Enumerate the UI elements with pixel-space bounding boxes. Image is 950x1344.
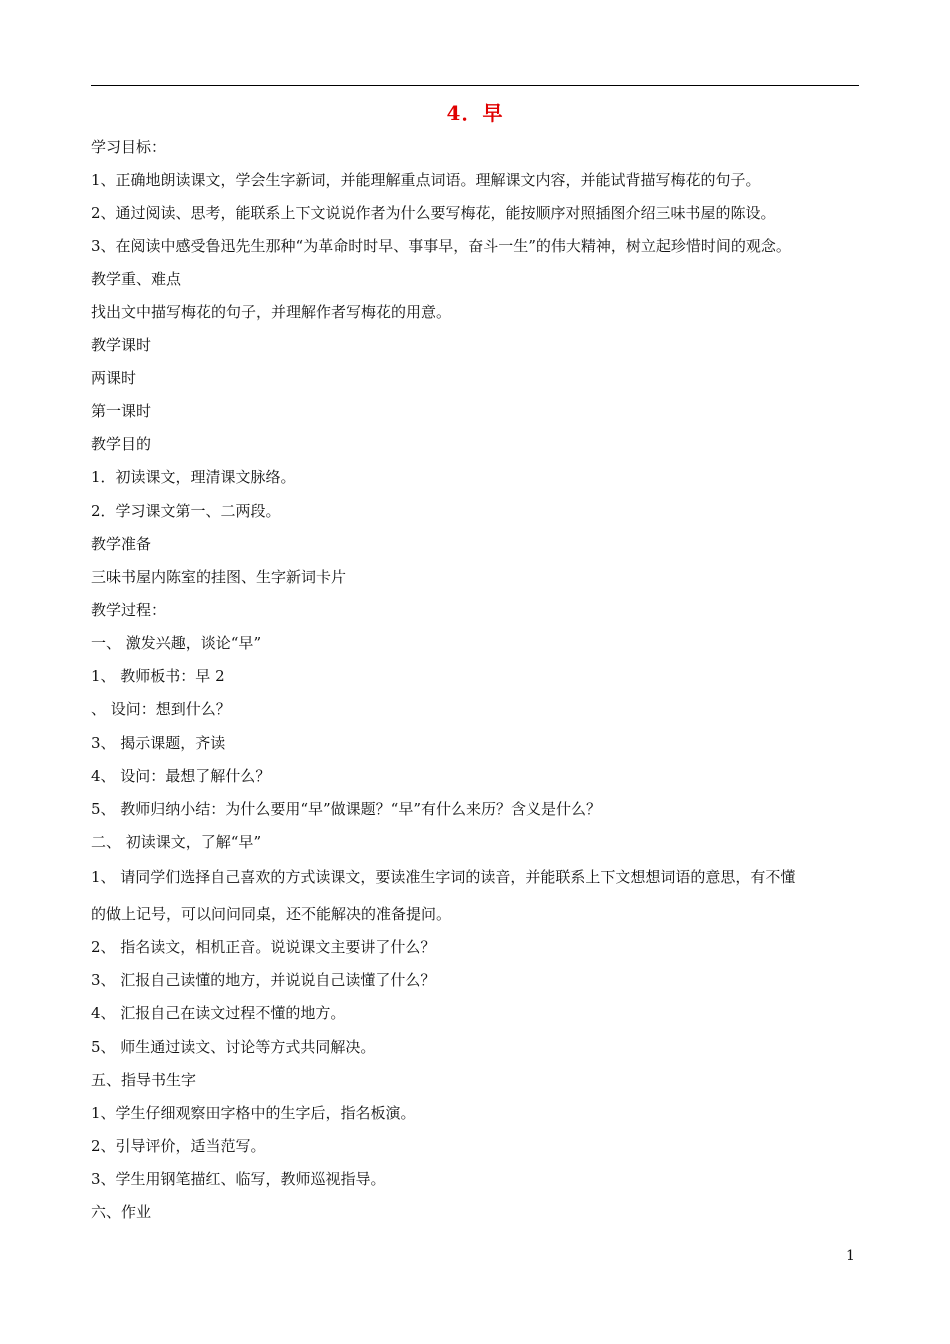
text-line: 第一课时: [91, 402, 152, 420]
text-line: 2、 指名读文，相机正音。说说课文主要讲了什么？: [91, 938, 436, 956]
text-line: 1、 教师板书：早 2: [91, 667, 225, 685]
text-line: 教学过程：: [91, 601, 167, 619]
text-line: 教学课时: [91, 336, 152, 354]
page-number: 1: [846, 1248, 855, 1264]
text-line: 3、在阅读中感受鲁迅先生那种“为革命时时早、事事早，奋斗一生”的伟大精神，树立起珍惜时间的观念。: [91, 237, 791, 255]
lesson-title: 4．早: [446, 101, 504, 125]
text-line: 教学准备: [91, 535, 152, 553]
text-line: 二、 初读课文，了解“早”: [91, 833, 262, 851]
text-line: 3、 汇报自己读懂的地方，并说说自己读懂了什么？: [91, 971, 436, 989]
text-line: 1、学生仔细观察田字格中的生字后，指名板演。: [91, 1104, 416, 1122]
text-line: 、 设问：想到什么？: [91, 700, 231, 718]
text-line: 五、指导书生字: [91, 1071, 197, 1089]
text-line: 1．初读课文，理清课文脉络。: [91, 468, 296, 486]
text-line: 教学目的: [91, 435, 152, 453]
text-line: 5、 教师归纳小结：为什么要用“早”做课题？“早”有什么来历？含义是什么？: [91, 800, 601, 818]
text-line: 1、正确地朗读课文，学会生字新词，并能理解重点词语。理解课文内容，并能试背描写梅花的句子。: [91, 171, 761, 189]
text-line: 5、 师生通过读文、讨论等方式共同解决。: [91, 1038, 376, 1056]
text-line: 4、 设问：最想了解什么？: [91, 767, 271, 785]
text-line: 4、 汇报自己在读文过程不懂的地方。: [91, 1004, 346, 1022]
text-line: 2、引导评价，适当范写。: [91, 1137, 266, 1155]
text-line: 三味书屋内陈室的挂图、生字新词卡片: [91, 568, 347, 586]
text-line: 学习目标：: [91, 138, 167, 156]
text-line: 的做上记号，可以问问同桌，还不能解决的准备提问。: [91, 905, 452, 923]
text-line: 一、 激发兴趣，谈论“早”: [91, 634, 262, 652]
text-line: 1、 请同学们选择自己喜欢的方式读课文，要读准生字词的读音，并能联系上下文想想词语的意思，有不懂: [91, 868, 796, 886]
text-line: 找出文中描写梅花的句子，并理解作者写梅花的用意。: [91, 303, 452, 321]
text-line: 两课时: [91, 369, 137, 387]
text-line: 六、作业: [91, 1203, 152, 1221]
header-rule: [91, 85, 859, 86]
text-line: 2、通过阅读、思考，能联系上下文说说作者为什么要写梅花，能按顺序对照插图介绍三味书屋的陈设。: [91, 204, 776, 222]
text-line: 教学重、难点: [91, 270, 182, 288]
text-line: 2．学习课文第一、二两段。: [91, 502, 281, 520]
text-line: 3、学生用钢笔描红、临写，教师巡视指导。: [91, 1170, 386, 1188]
text-line: 3、 揭示课题，齐读: [91, 734, 226, 752]
